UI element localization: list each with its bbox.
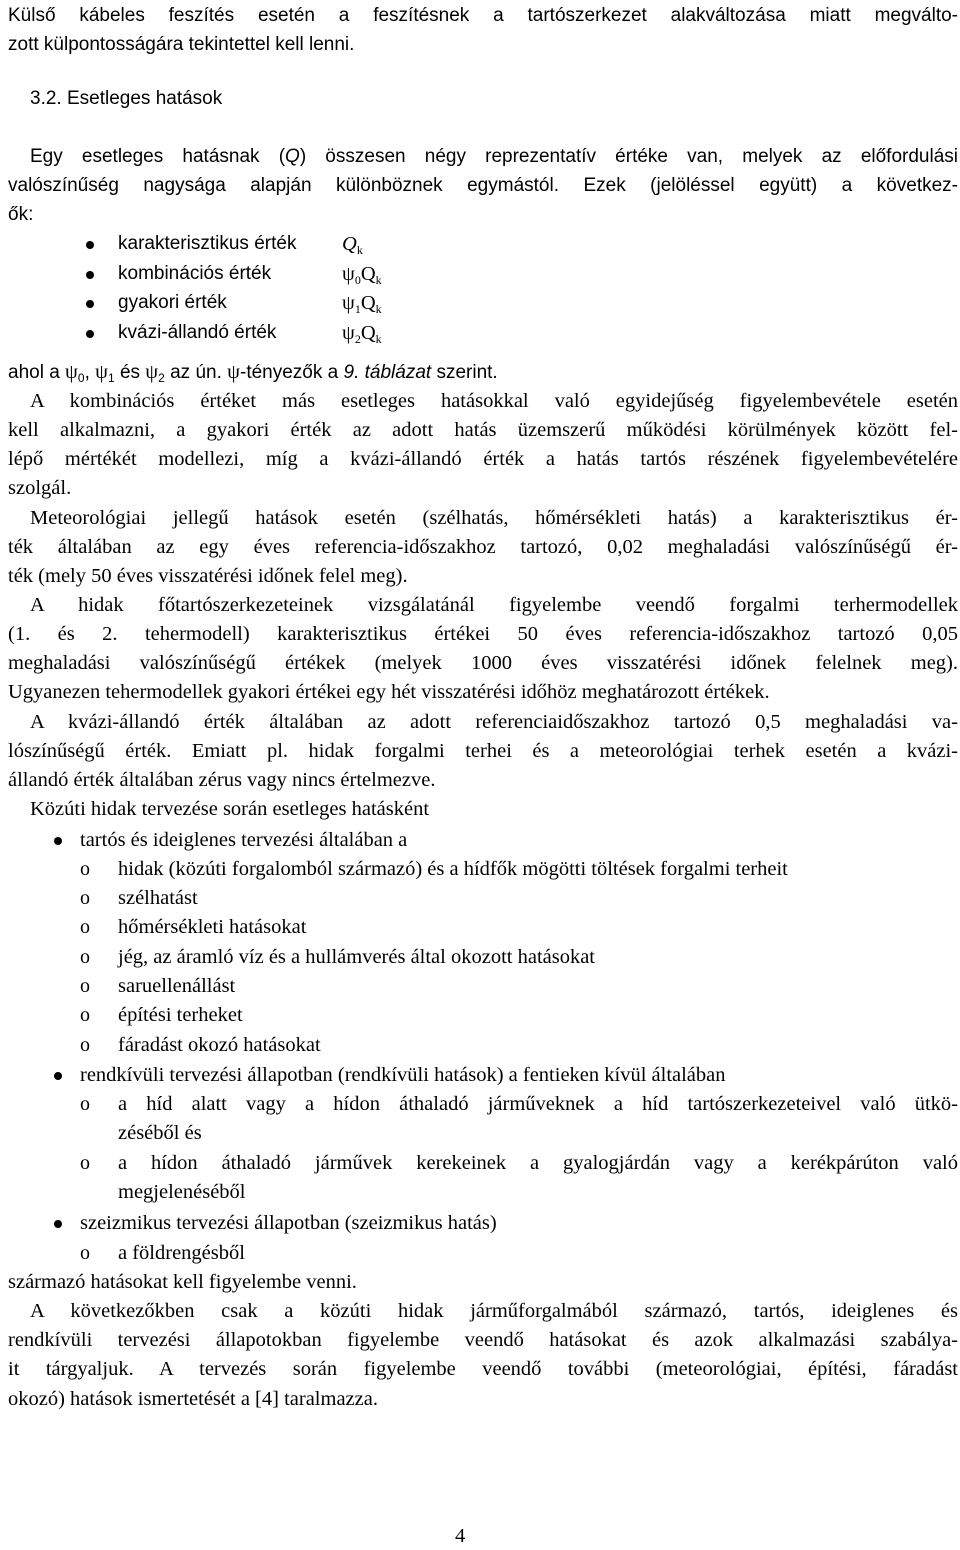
body-line: ték (mely 50 éves visszatérési időnek felel meg). [8, 565, 408, 587]
body-line: származó hatásokat kell figyelembe venni. [8, 1271, 357, 1293]
q-symbol: Q [342, 233, 357, 255]
value-symbol [342, 319, 382, 353]
value-label: kombinációs érték [118, 263, 272, 284]
psi-symbol: ψ [342, 322, 355, 344]
bullet-marker [86, 330, 94, 338]
sub-bullet-text: építési terheket [118, 1004, 243, 1026]
body-line: kell alkalmazni, a gyakori érték az adott hatás üzemszerű működési körülmények között fel- [8, 419, 958, 441]
sub-bullet-marker: o [80, 1152, 90, 1174]
body-line: Közúti hidak tervezése során esetleges hatásként [30, 798, 430, 820]
sub-bullet-marker: o [80, 946, 90, 968]
bullet-text: rendkívüli tervezési állapotban (rendkívüli hatások) a fentieken kívül általában [80, 1064, 726, 1086]
sub-bullet-text: jég, az áramló víz és a hullámverés által okozott hatásokat [118, 946, 596, 968]
sub-bullet-marker: o [80, 1093, 90, 1115]
intro-text: ) összesen négy reprezentatív értéke van, melyek az előfordulási [299, 146, 958, 167]
value-label: karakterisztikus érték [118, 233, 297, 254]
body-line: A hidak főtartószerkezeteinek vizsgálatánál figyelembe veendő forgalmi terhermodellek [30, 594, 958, 616]
sub-bullet-text: saruellenállást [118, 975, 236, 997]
body-line: Meteorológiai jellegű hatások esetén (szélhatás, hőmérsékleti hatás) a karakterisztikus ér- [30, 507, 958, 529]
section-heading: 3.2. Esetleges hatások [30, 88, 223, 109]
k-subscript: k [356, 243, 363, 257]
sub-bullet-marker: o [80, 887, 90, 909]
sub-bullet-marker: o [80, 1242, 90, 1264]
sub-bullet-text: megjelenéséből [118, 1181, 246, 1203]
psi-symbol: ψ [342, 292, 355, 314]
text: szerint. [431, 362, 498, 383]
bullet-marker [54, 1220, 62, 1228]
value-symbol [342, 230, 363, 264]
table-ref: 9. táblázat [343, 362, 432, 383]
sub: 0 [77, 371, 85, 385]
body-line: lépő mértékét modellezi, míg a kvázi-állandó érték a hatás tartós részének figyelembevételére [8, 448, 958, 470]
psi-subscript: 2 [354, 332, 361, 346]
sub-bullet-text: hőmérsékleti hatásokat [118, 916, 307, 938]
text: -tényezők a [240, 362, 344, 383]
text: az ún. [164, 362, 228, 383]
bullet-marker [86, 271, 94, 279]
psi-symbol: ψ [342, 263, 355, 285]
psi-symbol: ψ [227, 361, 240, 383]
text: , [84, 362, 96, 383]
sub-bullet-text: a földrengésből [118, 1242, 245, 1264]
body-line: A kombinációs értéket más esetleges hatásokkal való egyidejűség figyelembevétele esetén [30, 390, 958, 412]
sub-bullet-text: zéséből és [118, 1122, 202, 1144]
text: ahol a [8, 362, 66, 383]
body-line: zott külpontosságára tekintettel kell lenni. [8, 34, 355, 55]
page-number: 4 [455, 1525, 466, 1547]
body-line: (1. és 2. tehermodell) karakterisztikus értékei 50 éves referencia-időszakhoz tartozó 0,05 [8, 623, 958, 645]
body-line: ők: [8, 204, 34, 225]
sub-bullet-marker: o [80, 1004, 90, 1026]
bullet-marker [54, 837, 62, 845]
intro-text: Egy esetleges hatásnak ( [30, 146, 286, 167]
body-line: Ugyanezen tehermodellek gyakori értékei egy hét visszatérési időhöz meghatározott értékek. [8, 681, 770, 703]
sub: 2 [158, 371, 165, 385]
body-line [30, 143, 958, 171]
k-subscript: k [375, 273, 382, 287]
body-line: valószínűség nagysága alapján különböznek egymástól. Ezek (jelöléssel együtt) a következ- [8, 175, 958, 196]
sub-bullet-text: a hídon áthaladó járművek kerekeinek a gyalogjárdán vagy a kerékpárúton való [118, 1152, 958, 1174]
psi-subscript: 1 [354, 302, 361, 316]
q-symbol: Q [360, 322, 376, 344]
sub-bullet-marker: o [80, 916, 90, 938]
k-subscript: k [375, 332, 382, 346]
sub-bullet-marker: o [80, 975, 90, 997]
bullet-marker [86, 300, 94, 308]
sub-bullet-marker: o [80, 1034, 90, 1056]
value-label: kvázi-állandó érték [118, 322, 277, 343]
q-symbol: Q [285, 146, 300, 167]
body-line: A kvázi-állandó érték általában az adott referenciaidőszakhoz tartozó 0,5 meghaladási va- [30, 711, 958, 733]
body-line: A következőkben csak a közúti hidak járműforgalmából származó, tartós, ideiglenes és [30, 1300, 958, 1322]
text: és [114, 362, 146, 383]
k-subscript: k [375, 302, 382, 316]
body-line: lószínűségű érték. Emiatt pl. hidak forgalmi terhei és a meteorológiai terhek esetén a kvázi- [8, 740, 958, 762]
value-label: gyakori érték [118, 292, 227, 313]
psi-symbol: ψ [145, 361, 159, 383]
bullet-marker [54, 1072, 62, 1080]
psi-symbol: ψ [65, 361, 78, 383]
psi-subscript: 0 [354, 273, 361, 287]
bullet-text: szeizmikus tervezési állapotban (szeizmikus hatás) [80, 1212, 497, 1234]
q-symbol: Q [360, 292, 376, 314]
sub-bullet-text: a híd alatt vagy a hídon áthaladó járműveknek a híd tartószerkezeteivel való ütkö- [118, 1093, 958, 1115]
value-symbol [342, 289, 382, 323]
body-line: okozó) hatások ismertetését a [4] taralmazza. [8, 1388, 378, 1410]
q-symbol: Q [360, 263, 376, 285]
sub: 1 [107, 371, 115, 385]
sub-bullet-marker: o [80, 858, 90, 880]
psi-symbol: ψ [95, 361, 108, 383]
sub-bullet-text: szélhatást [118, 887, 198, 909]
body-line: meghaladási valószínűségű értékek (melyek 1000 éves visszatérési időnek felelnek meg). [8, 652, 958, 674]
sub-bullet-text: fáradást okozó hatásokat [118, 1034, 321, 1056]
body-line: ték általában az egy éves referencia-időszakhoz tartozó, 0,02 meghaladási valószínűségű ér- [8, 536, 958, 558]
body-line: állandó érték általában zérus vagy nincs értelmezve. [8, 769, 436, 791]
bullet-text: tartós és ideiglenes tervezési általában a [80, 829, 408, 851]
body-line: szolgál. [8, 477, 72, 499]
body-line: Külső kábeles feszítés esetén a feszítésnek a tartószerkezet alakváltozása miatt megválto- [8, 5, 958, 26]
bullet-marker [86, 241, 94, 249]
body-line: rendkívüli tervezési állapotokban figyelembe veendő hatásokat és azok alkalmazási szabálya- [8, 1329, 958, 1351]
body-line: it tárgyaljuk. A tervezés során figyelembe veendő további (meteorológiai, építési, fáradást [8, 1358, 958, 1380]
sub-bullet-text: hidak (közúti forgalomból származó) és a hídfők mögötti töltések forgalmi terheit [118, 858, 788, 880]
